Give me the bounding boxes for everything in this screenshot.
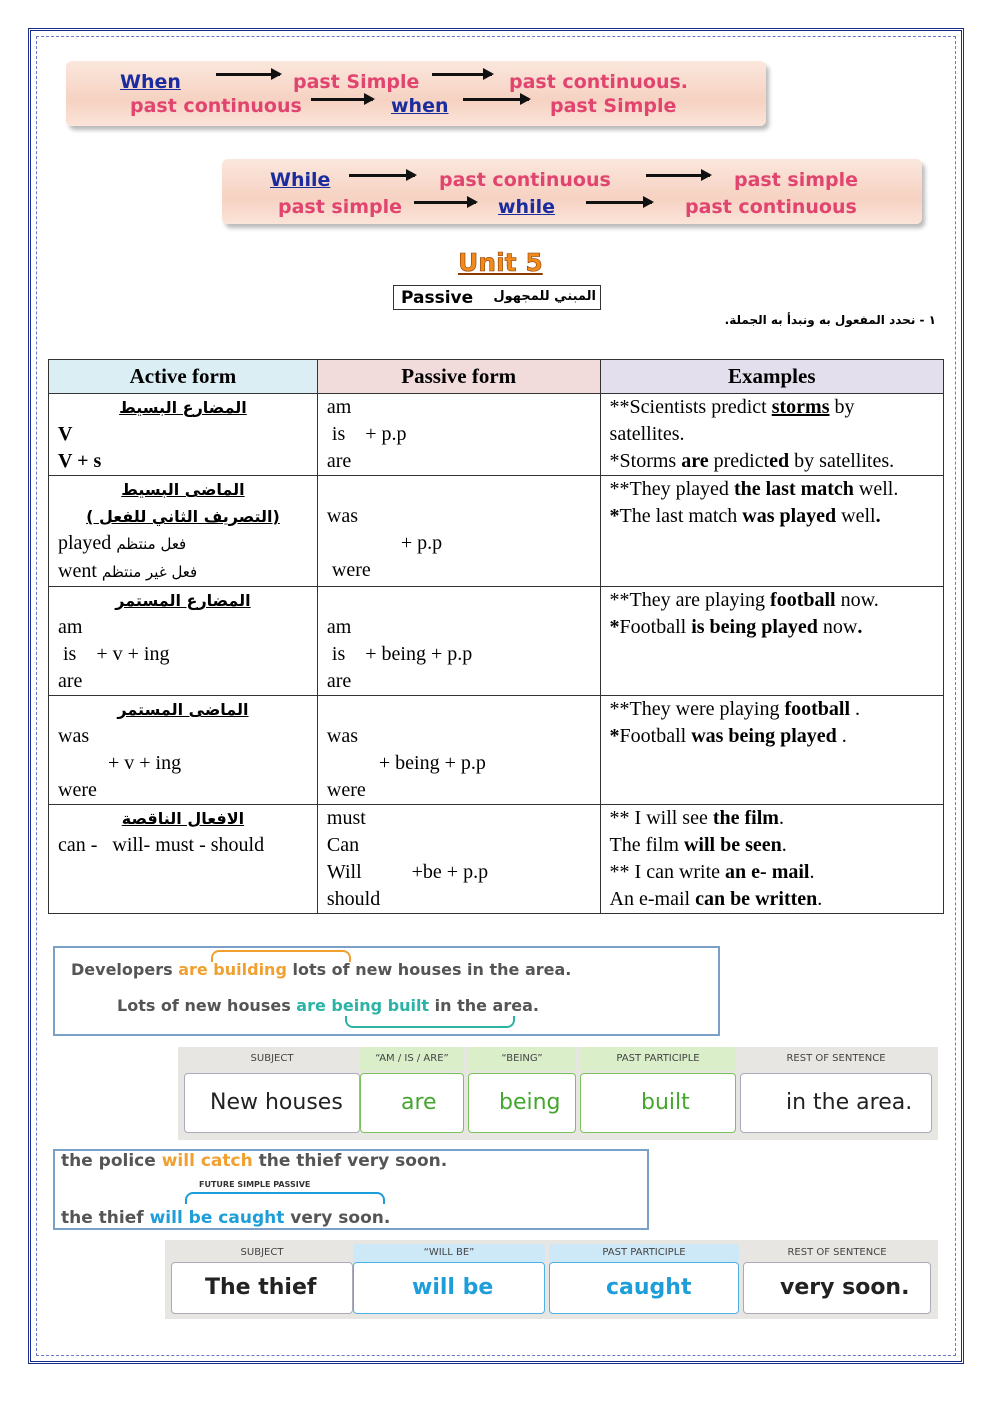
formula: + p.p xyxy=(365,423,407,445)
puzzle-header: “WILL BE” xyxy=(353,1244,545,1262)
example-verb: can be written xyxy=(695,888,818,910)
example-text: Football xyxy=(619,616,692,638)
banner-text: past Simple xyxy=(293,71,420,93)
puzzle-piece xyxy=(360,1073,464,1133)
passive-title-box xyxy=(393,285,601,310)
arrow-icon xyxy=(646,174,710,177)
puzzle-word: built xyxy=(641,1090,690,1115)
formula: Will xyxy=(326,861,362,883)
example-cell xyxy=(600,394,943,476)
formula: + being + p.p xyxy=(378,752,486,774)
example-object: the film xyxy=(712,807,779,829)
formula: am xyxy=(326,616,352,638)
example-object: an e- mail xyxy=(725,861,810,883)
puzzle-piece xyxy=(549,1262,739,1314)
passive-cell xyxy=(317,696,600,805)
passive-table xyxy=(48,359,944,914)
when-keyword: when xyxy=(391,95,449,117)
when-keyword: When xyxy=(120,71,181,93)
puzzle-header: REST OF SENTENCE xyxy=(786,1053,886,1064)
table-header-row xyxy=(49,360,944,394)
instruction-note: ١ - نحدد المفعول به ونبدأ به الجملة. xyxy=(724,313,936,327)
formula: went xyxy=(58,560,97,582)
while-keyword: while xyxy=(498,196,555,218)
formula: + v + ing xyxy=(108,752,182,774)
example-text: An e-mail xyxy=(609,888,696,910)
puzzle-piece xyxy=(743,1262,931,1314)
formula: are xyxy=(58,670,83,692)
passive-cell xyxy=(317,476,600,587)
formula: played xyxy=(58,532,112,554)
banner-text: past Simple xyxy=(550,95,677,117)
example-text: Lots of new houses xyxy=(117,996,297,1015)
formula: was xyxy=(326,725,358,747)
example-text: predict xyxy=(708,450,770,472)
highlight-verb: will catch xyxy=(161,1151,253,1171)
example-object: the last match xyxy=(733,478,854,500)
example-object: football xyxy=(784,698,851,720)
formula: were xyxy=(58,779,97,801)
active-cell xyxy=(49,587,318,696)
puzzle-word: New houses xyxy=(210,1090,343,1115)
banner-text: past continuous xyxy=(130,95,302,117)
example-text: . xyxy=(781,834,787,856)
passive-cell xyxy=(317,587,600,696)
table-row xyxy=(49,805,944,914)
example-text: **They played xyxy=(609,478,734,500)
example-text: . xyxy=(875,505,881,527)
puzzle-header: SUBJECT xyxy=(250,1053,294,1064)
example-text: . xyxy=(817,888,823,910)
puzzle-piece xyxy=(468,1073,576,1133)
example-cell xyxy=(600,476,943,587)
formula: + v + ing xyxy=(96,643,170,665)
verb-type: فعل غير منتظم xyxy=(101,563,198,581)
example-text: * xyxy=(609,616,620,638)
puzzle-header: REST OF SENTENCE xyxy=(787,1247,887,1258)
formula: is xyxy=(331,423,346,445)
example-text: now xyxy=(817,616,858,638)
example-text: . xyxy=(778,807,784,829)
example-verb: was being played xyxy=(691,725,837,747)
formula: +be + p.p xyxy=(411,861,489,883)
example-cell xyxy=(600,805,943,914)
example-text: now. xyxy=(835,589,879,611)
example-text: * xyxy=(609,505,620,527)
example-text: by satellites. xyxy=(609,396,855,445)
active-cell xyxy=(49,805,318,914)
puzzle-piece xyxy=(740,1073,932,1133)
example-text: **They are playing xyxy=(609,589,771,611)
example-text: the thief xyxy=(61,1208,150,1228)
formula: are xyxy=(326,670,352,692)
example-verb: was played xyxy=(742,505,837,527)
example-cell xyxy=(600,587,943,696)
arrow-icon xyxy=(414,201,476,204)
formula: Can xyxy=(326,834,360,856)
example-text: well xyxy=(836,505,876,527)
puzzle-word: in the area. xyxy=(786,1090,913,1115)
puzzle-header: “AM / IS / ARE” xyxy=(360,1047,464,1071)
example-text: the thief very soon. xyxy=(252,1151,448,1171)
puzzle-piece xyxy=(171,1262,353,1314)
table-row xyxy=(49,476,944,587)
arrow-icon xyxy=(432,73,492,76)
banner-text: past continuous xyxy=(685,196,857,218)
puzzle-diagram xyxy=(178,1047,938,1140)
arrow-icon xyxy=(311,98,373,101)
example-text: . xyxy=(850,698,861,720)
example-text: Developers xyxy=(71,960,179,979)
puzzle-piece xyxy=(580,1073,736,1133)
example-text: . xyxy=(809,861,815,883)
example-verb: ed xyxy=(769,450,790,472)
brace-icon xyxy=(345,1016,515,1028)
arrow-icon xyxy=(349,174,415,177)
example-object: storms xyxy=(771,396,830,418)
tense-name: المضارع البسيط xyxy=(119,398,247,417)
passive-title-en: Passive xyxy=(401,288,474,308)
active-cell xyxy=(49,696,318,805)
banner-text: past simple xyxy=(734,169,859,191)
table-row xyxy=(49,394,944,476)
tense-name: المضارع المستمر xyxy=(115,591,251,610)
banner-text: past continuous xyxy=(439,169,611,191)
example-verb: will be seen xyxy=(683,834,782,856)
puzzle-word: being xyxy=(499,1090,561,1115)
formula: were xyxy=(331,559,371,581)
brace-icon xyxy=(185,1192,385,1204)
puzzle-word: caught xyxy=(606,1275,692,1300)
while-keyword: While xyxy=(270,169,331,191)
while-banner xyxy=(222,159,922,224)
example-box-future-simple xyxy=(53,1149,649,1230)
puzzle-header: PAST PARTICIPLE xyxy=(580,1047,736,1071)
highlight-verb: are building xyxy=(178,960,287,979)
example-text: in the area. xyxy=(429,996,539,1015)
example-box-present-continuous xyxy=(53,946,720,1036)
tense-name: الافعال الناقصة xyxy=(121,809,245,828)
arrow-icon xyxy=(463,98,529,101)
example-text: the police xyxy=(61,1151,162,1171)
example-text: Football xyxy=(619,725,692,747)
puzzle-header: “BEING” xyxy=(468,1047,576,1071)
formula: V xyxy=(58,423,73,445)
example-text: **Scientists predict xyxy=(609,396,772,418)
formula: is xyxy=(63,643,77,665)
passive-cell xyxy=(317,805,600,914)
puzzle-header: SUBJECT xyxy=(240,1247,284,1258)
formula: was xyxy=(58,725,90,747)
example-verb: are xyxy=(681,450,709,472)
when-banner xyxy=(66,61,766,126)
passive-cell xyxy=(317,394,600,476)
example-text: very soon. xyxy=(284,1208,391,1228)
example-text: . xyxy=(857,616,863,638)
formula: + being + p.p xyxy=(365,643,473,665)
highlight-verb: are being built xyxy=(296,996,430,1015)
formula: V + s xyxy=(58,450,102,472)
puzzle-header: PAST PARTICIPLE xyxy=(549,1244,739,1262)
header-active: Active form xyxy=(49,360,318,394)
highlight-verb: will be caught xyxy=(149,1208,285,1228)
active-cell xyxy=(49,394,318,476)
passive-title-ar: المبني للمجهول xyxy=(493,289,596,304)
example-text: **They were playing xyxy=(609,698,785,720)
puzzle-word: very soon. xyxy=(780,1275,910,1300)
formula: was xyxy=(326,505,358,527)
example-object: football xyxy=(770,589,836,611)
formula: can - will- must - should xyxy=(58,834,265,856)
tense-name: الماضى البسيط xyxy=(121,480,245,499)
active-cell xyxy=(49,476,318,587)
example-text: well. xyxy=(853,478,899,500)
formula: must xyxy=(326,807,366,829)
puzzle-word: will be xyxy=(412,1275,494,1300)
example-text: *Storms xyxy=(609,450,682,472)
banner-text: past continuous. xyxy=(509,71,689,93)
arrow-icon xyxy=(586,201,652,204)
passive-label: FUTURE SIMPLE PASSIVE xyxy=(199,1180,311,1189)
arrow-icon xyxy=(216,73,280,76)
tense-name: الماضى المستمر xyxy=(117,700,249,719)
example-text: . xyxy=(836,725,847,747)
formula: am xyxy=(326,396,352,418)
formula: + p.p xyxy=(400,532,443,554)
puzzle-word: The thief xyxy=(205,1275,317,1300)
formula: are xyxy=(326,450,352,472)
verb-type: فعل منتظم xyxy=(116,535,187,553)
example-text: * xyxy=(609,725,620,747)
example-text: lots of new houses in the area. xyxy=(286,960,572,979)
example-text: ** I can write xyxy=(609,861,726,883)
puzzle-diagram xyxy=(165,1240,938,1319)
tense-note: ( التصريف الثاني للفعل) xyxy=(86,507,280,526)
example-text: The last match xyxy=(619,505,743,527)
header-passive: Passive form xyxy=(317,360,600,394)
formula: should xyxy=(326,888,381,910)
header-examples: Examples xyxy=(600,360,943,394)
puzzle-piece xyxy=(353,1262,545,1314)
formula: am xyxy=(58,616,83,638)
example-cell xyxy=(600,696,943,805)
example-verb: is being played xyxy=(691,616,818,638)
unit-title: Unit 5 xyxy=(458,248,543,277)
formula: is xyxy=(331,643,346,665)
example-text: The film xyxy=(609,834,684,856)
formula: were xyxy=(326,779,366,801)
table-row xyxy=(49,587,944,696)
banner-text: past simple xyxy=(278,196,403,218)
table-row xyxy=(49,696,944,805)
example-text: by satellites. xyxy=(789,450,895,472)
puzzle-word: are xyxy=(401,1090,437,1115)
puzzle-piece xyxy=(184,1073,360,1133)
example-text: ** I will see xyxy=(609,807,713,829)
